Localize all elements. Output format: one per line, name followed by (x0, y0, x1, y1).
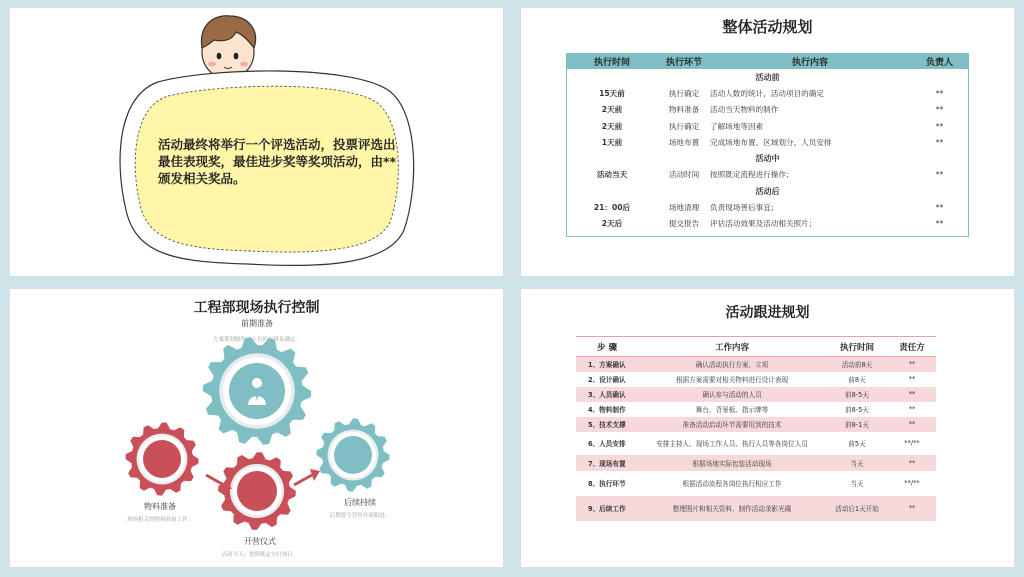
cell-content: 评估活动效果及活动相关照片； (710, 219, 817, 229)
cell-step: 9、后续工作 (576, 496, 638, 521)
header-cell: 工作内容 (638, 337, 826, 357)
cell-work: 根据场地实际包装活动现场 (638, 455, 826, 471)
bubble-text: 活动最终将举行一个评选活动，投票评选出最佳表现奖，最佳进步奖等奖项活动，由**颁发相关奖品。 (158, 137, 397, 186)
table-row (576, 357, 936, 372)
cell-stage: 提交报告 (668, 219, 700, 229)
gear-prep-icon (203, 337, 312, 445)
gear-desc: 后期要令管控开展跟进。 (329, 513, 391, 519)
plan-table (566, 53, 969, 232)
header-cell: 执行时间 (826, 337, 888, 357)
gear-desc: 活动当天，按照既定方针执行。 (221, 552, 299, 558)
section-label: 活动中 (755, 154, 780, 164)
header-cell: 执行环节 (658, 53, 710, 69)
cell-step: 7、现场布置 (576, 455, 638, 471)
cell-content: 活动当天物料的制作 (710, 105, 779, 115)
gear-desc: 现场相关的物料准备工作。 (126, 517, 193, 523)
gear-materials-icon (125, 422, 198, 495)
slide-title: 工程部现场执行控制 (193, 300, 320, 316)
cell-work: 确认活动执行方案、立项 (638, 357, 826, 372)
table-row (576, 372, 936, 387)
cell-owner: ** (935, 105, 944, 115)
table-row (576, 432, 936, 455)
arrow-icon (206, 475, 224, 485)
cell-owner: ** (888, 357, 936, 372)
cell-time: 当天 (826, 455, 888, 471)
cell-work: 舞台、背景板、指示牌等 (638, 402, 826, 417)
cell-time: 前8天 (826, 372, 888, 387)
cell-work: 安排主持人、现场工作人员、执行人员等各岗位人员 (638, 432, 826, 455)
cell-owner: ** (935, 121, 944, 131)
table-row (576, 417, 936, 432)
cell-owner: ** (888, 387, 936, 402)
cell-owner: **/** (888, 432, 936, 455)
table-row (566, 216, 969, 232)
table-row (566, 118, 969, 134)
cell-content: 了解场地等因素 (710, 121, 764, 131)
table-row (566, 102, 969, 118)
cell-stage: 物料准备 (668, 105, 700, 115)
gear-ceremony-icon (218, 452, 296, 530)
cell-stage: 场地布置 (668, 137, 700, 147)
cell-work: 整理照片和相关资料、制作活动录影光碟 (638, 496, 826, 521)
table-header (566, 53, 969, 69)
cell-time: 2天后 (601, 219, 623, 229)
gear-label: 前期准备 (241, 319, 273, 328)
table-row (576, 455, 936, 471)
cell-time: 活动当天 (596, 170, 628, 180)
gear-diagram (10, 289, 503, 567)
gear-label: 后续持续 (344, 498, 376, 507)
table-header (576, 337, 936, 357)
table-row (576, 387, 936, 402)
cell-step: 6、人员安排 (576, 432, 638, 455)
follow-up-table (576, 336, 936, 521)
cell-step: 3、人员确认 (576, 387, 638, 402)
cell-step: 8、执行环节 (576, 471, 638, 496)
cell-owner: ** (888, 455, 936, 471)
gear-label: 开营仪式 (244, 537, 276, 546)
cell-work: 根据活动流程各岗位执行相应工作 (638, 471, 826, 496)
arrow-icon (294, 475, 312, 485)
gear-desc: 方案策划制作，人员的安排及确定。 (212, 337, 301, 343)
cell-time: 21：00后 (593, 203, 631, 213)
cell-step: 5、技术支撑 (576, 417, 638, 432)
cell-work: 准备活动启动环节需要用到的技术 (638, 417, 826, 432)
section-row (566, 183, 969, 199)
cell-owner: ** (888, 417, 936, 432)
cell-step: 4、物料制作 (576, 402, 638, 417)
cell-content: 负责现场善后事宜； (710, 203, 779, 213)
section-row (566, 150, 969, 166)
section-label: 活动前 (755, 72, 780, 82)
section-row (566, 69, 969, 85)
slide-intro (10, 8, 503, 276)
cell-time: 15天前 (599, 88, 625, 98)
cell-content: 活动人数的统计，活动项目的确定 (710, 88, 824, 98)
cell-time: 1天前 (601, 137, 623, 147)
cell-time: 前8-5天 (826, 402, 888, 417)
header-cell: 步 骤 (576, 337, 638, 357)
cell-owner: ** (935, 137, 944, 147)
header-cell: 执行时间 (566, 53, 658, 69)
cell-work: 根据方案需要对相关物料进行设计表现 (638, 372, 826, 387)
cell-stage: 活动时间 (668, 170, 700, 180)
cell-owner: ** (888, 496, 936, 521)
cell-content: 按照既定流程进行操作； (710, 170, 794, 180)
slide-follow-up-plan (521, 289, 1014, 567)
cell-step: 2、设计确认 (576, 372, 638, 387)
slide-title: 活动跟进规划 (725, 305, 810, 321)
table-row (566, 85, 969, 101)
header-cell: 执行内容 (710, 53, 910, 69)
cell-stage: 执行确定 (668, 121, 700, 131)
cell-time: 活动前8天 (826, 357, 888, 372)
cell-time: 2天前 (601, 121, 623, 131)
table-row (566, 199, 969, 215)
cell-owner: ** (935, 203, 944, 213)
cell-time: 前8-1天 (826, 417, 888, 432)
cell-time: 前8-5天 (826, 387, 888, 402)
header-cell: 责任方 (888, 337, 936, 357)
cell-time: 活动后1天开始 (826, 496, 888, 521)
section-label: 活动后 (755, 186, 780, 196)
table-row (566, 134, 969, 150)
table-row (576, 471, 936, 496)
cell-work: 确认参与活动的人员 (638, 387, 826, 402)
slide-overall-plan (521, 8, 1014, 276)
cell-owner: ** (888, 372, 936, 387)
header-cell: 负责人 (910, 53, 969, 69)
gear-follow-icon (316, 418, 389, 491)
cell-time: 当天 (826, 471, 888, 496)
cell-step: 1、方案确认 (576, 357, 638, 372)
cell-stage: 执行确定 (668, 88, 700, 98)
cell-time: 前5天 (826, 432, 888, 455)
slide-execution-control (10, 289, 503, 567)
cell-owner: ** (935, 88, 944, 98)
gear-label: 物料准备 (144, 502, 176, 511)
cell-owner: ** (888, 402, 936, 417)
cell-owner: **/** (888, 471, 936, 496)
cell-time: 2天前 (601, 105, 623, 115)
table-row (576, 402, 936, 417)
slide-title: 整体活动规划 (722, 18, 813, 36)
table-row (566, 167, 969, 183)
cell-stage: 场地清理 (668, 203, 700, 213)
cell-owner: ** (935, 170, 944, 180)
cell-owner: ** (935, 219, 944, 229)
table-row (576, 496, 936, 521)
cell-content: 完成场地布置、区域划分、人员安排 (710, 137, 832, 147)
